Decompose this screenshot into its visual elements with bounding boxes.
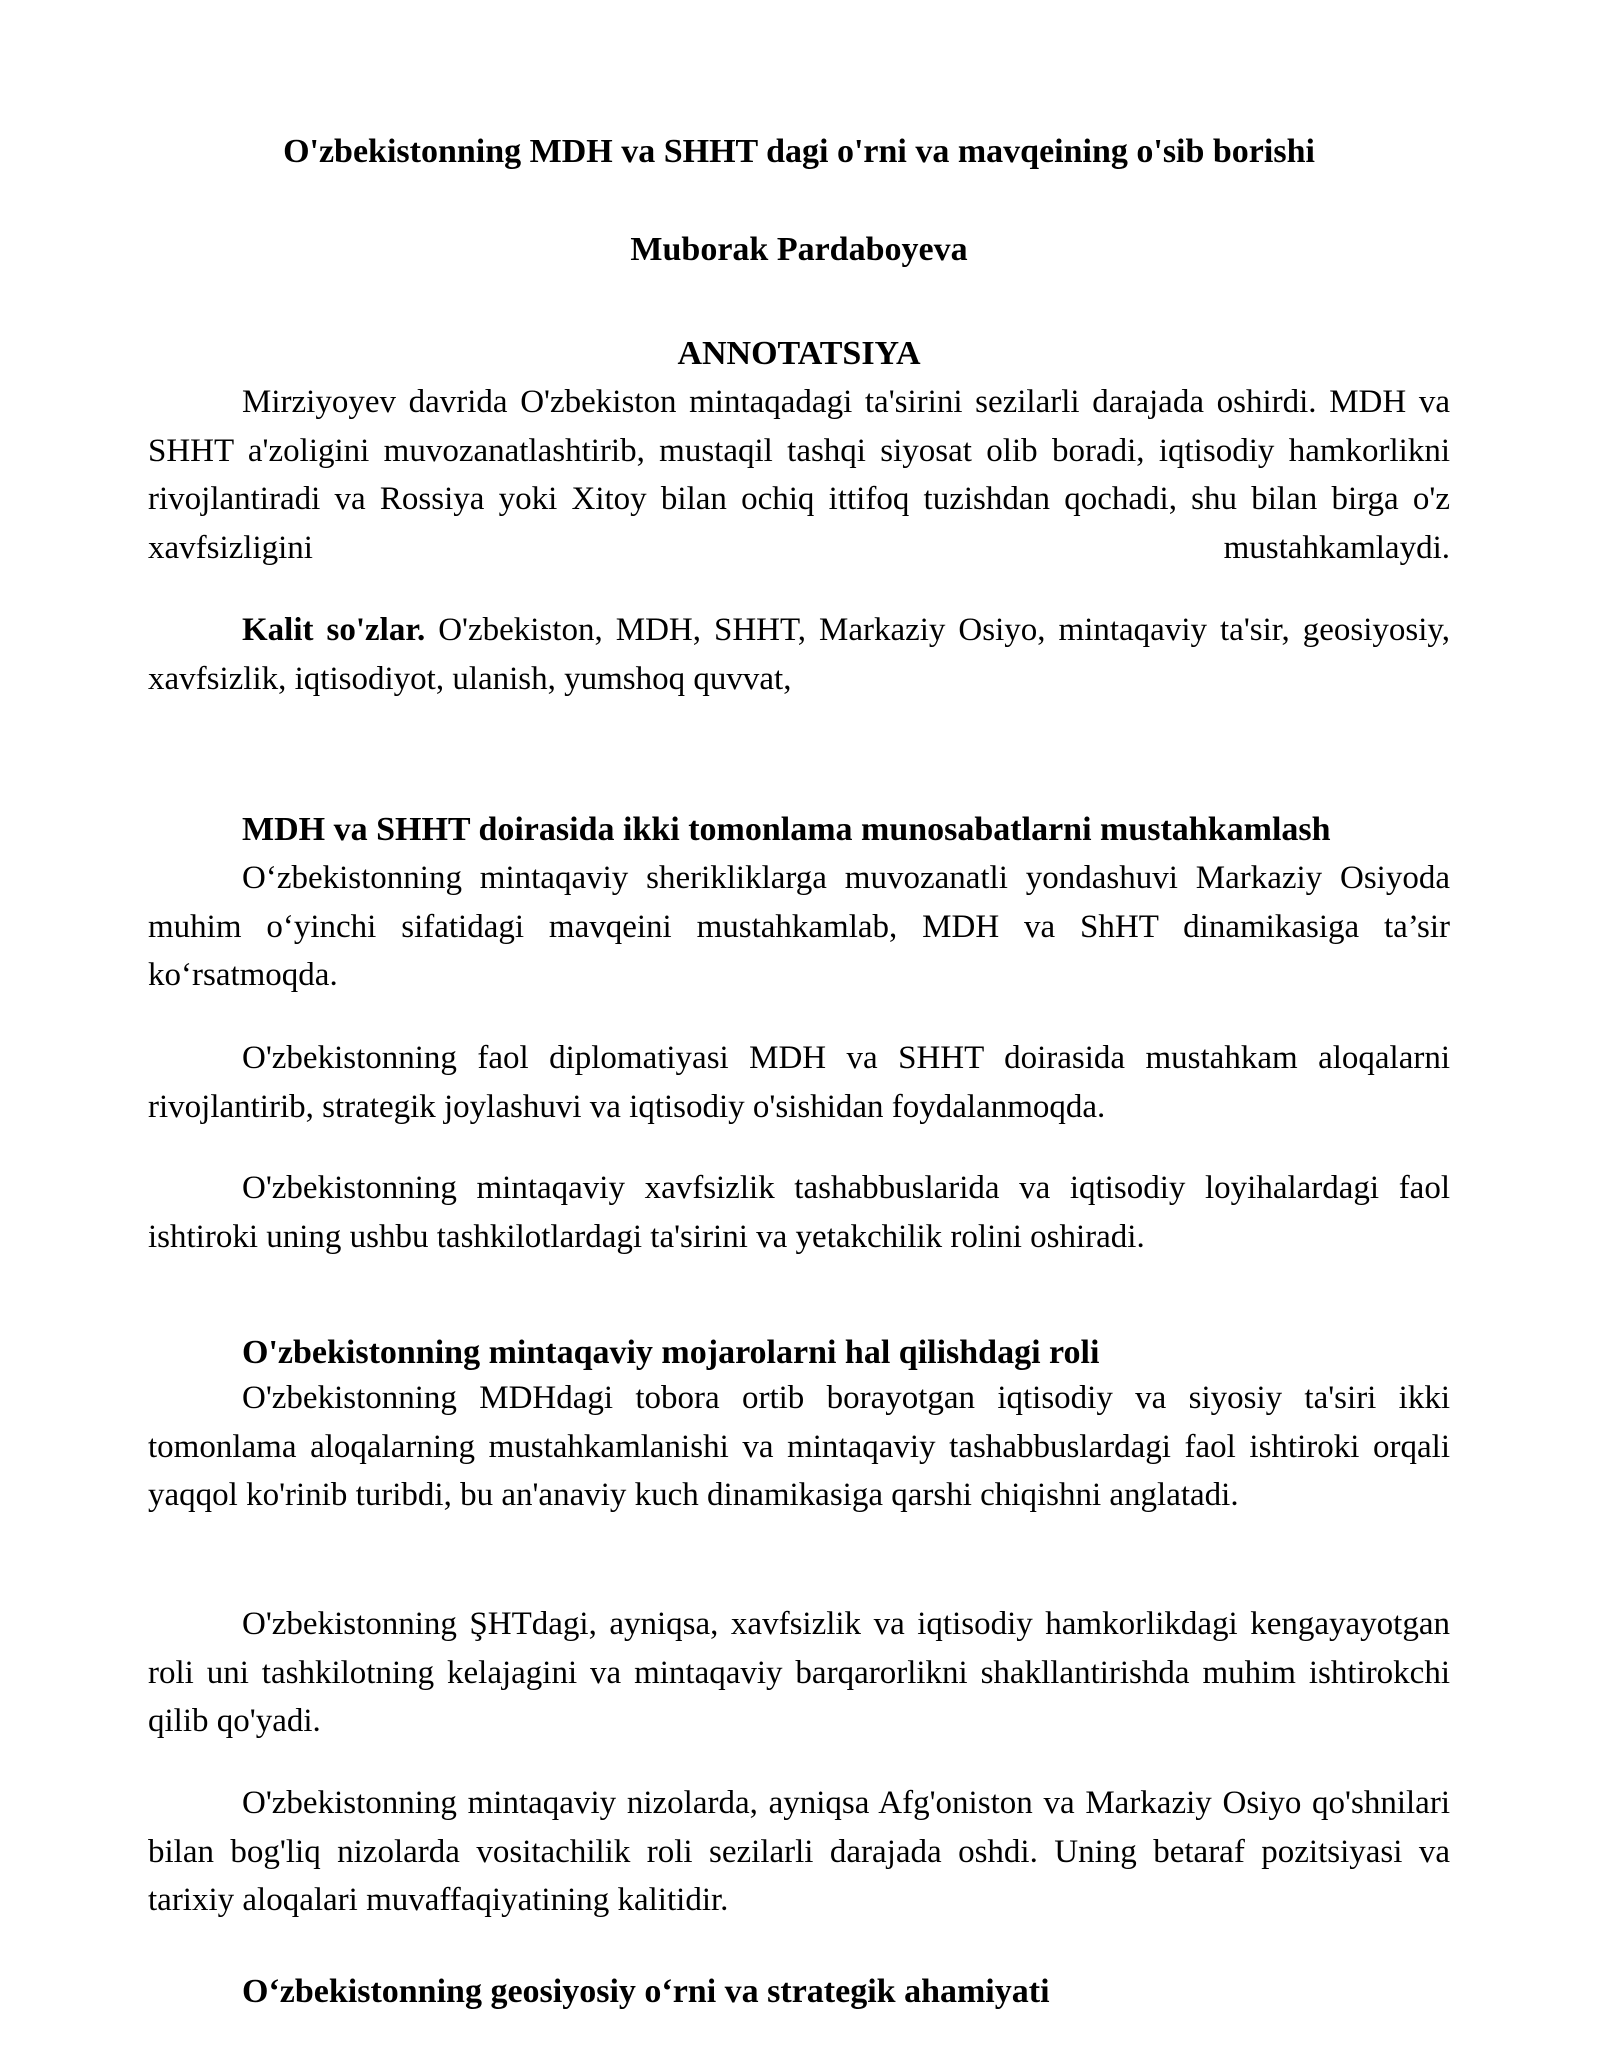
section-heading: MDH va SHHT doirasida ikki tomonlama munosabatlarni mustahkamlash bbox=[242, 811, 1331, 848]
section-paragraph: O'zbekistonning MDHdagi tobora ortib borayotgan iqtisodiy va siyosiy ta'siri ikki tomonlama aloqalarning mustahkamlanishi va mintaqaviy tashabbuslardagi faol ishtiroki orqali yaqqol ko'rinib turibdi, bu an'anaviy kuch dinamikasiga qarshi chiqishni anglatadi. bbox=[148, 1380, 1450, 1513]
abstract-heading: ANNOTATSIYA bbox=[677, 335, 921, 372]
section-heading: O‘zbekistonning geosiyosiy o‘rni va strategik ahamiyati bbox=[242, 1973, 1050, 2010]
section-paragraph: O‘zbekistonning mintaqaviy sherikliklarga muvozanatli yondashuvi Markaziy Osiyoda muhim o‘yinchi sifatidagi mavqeini mustahkamlab, MDH va ShHT dinamikasiga ta’sir ko‘rsatmoqda. bbox=[148, 860, 1450, 993]
section-paragraph: O'zbekistonning mintaqaviy nizolarda, ayniqsa Afg'oniston va Markaziy Osiyo qo'shnilari bilan bog'liq nizolarda vositachilik roli sezilarli darajada oshdi. Uning betaraf pozitsiyasi va tarixiy aloqalari muvaffaqiyatining kalitidir. bbox=[148, 1785, 1450, 1918]
author-name: Muborak Pardaboyeva bbox=[630, 231, 968, 268]
keywords-label: Kalit so'zlar. bbox=[242, 612, 426, 648]
section-paragraph: O'zbekistonning mintaqaviy xavfsizlik tashabbuslarida va iqtisodiy loyihalardagi faol ishtiroki uning ushbu tashkilotlardagi ta'sirini va yetakchilik rolini oshiradi. bbox=[148, 1170, 1450, 1255]
section-paragraph: O'zbekistonning ŞHTdagi, ayniqsa, xavfsizlik va iqtisodiy hamkorlikdagi kengayayotgan roli uni tashkilotning kelajagini va mintaqaviy barqarorlikni shakllantirishda muhim ishtirokchi qilib qo'yadi. bbox=[148, 1606, 1450, 1739]
document-title: O'zbekistonning MDH va SHHT dagi o'rni va mavqeining o'sib borishi bbox=[283, 133, 1315, 170]
keywords-text: O'zbekiston, MDH, SHHT, Markaziy Osiyo, mintaqaviy ta'sir, geosiyosiy, xavfsizlik, iqtisodiyot, ulanish, yumshoq quvvat, bbox=[148, 612, 1450, 697]
abstract-paragraph: Mirziyoyev davrida O'zbekiston mintaqadagi ta'sirini sezilarli darajada oshirdi. MDH va SHHT a'zoligini muvozanatlashtirib, mustaqil tashqi siyosat olib boradi, iqtisodiy hamkorlikni rivojlantiradi va Rossiya yoki Xitoy bilan ochiq ittifoq tuzishdan qochadi, shu bilan birga o'z xavfsizligini mustahkamlaydi. bbox=[148, 384, 1450, 566]
keywords-paragraph bbox=[148, 606, 1450, 703]
section-heading: O'zbekistonning mintaqaviy mojarolarni hal qilishdagi roli bbox=[242, 1334, 1100, 1371]
section-paragraph: O'zbekistonning faol diplomatiyasi MDH va SHHT doirasida mustahkam aloqalarni rivojlantirib, strategik joylashuvi va iqtisodiy o'sishidan foydalanmoqda. bbox=[148, 1040, 1450, 1125]
